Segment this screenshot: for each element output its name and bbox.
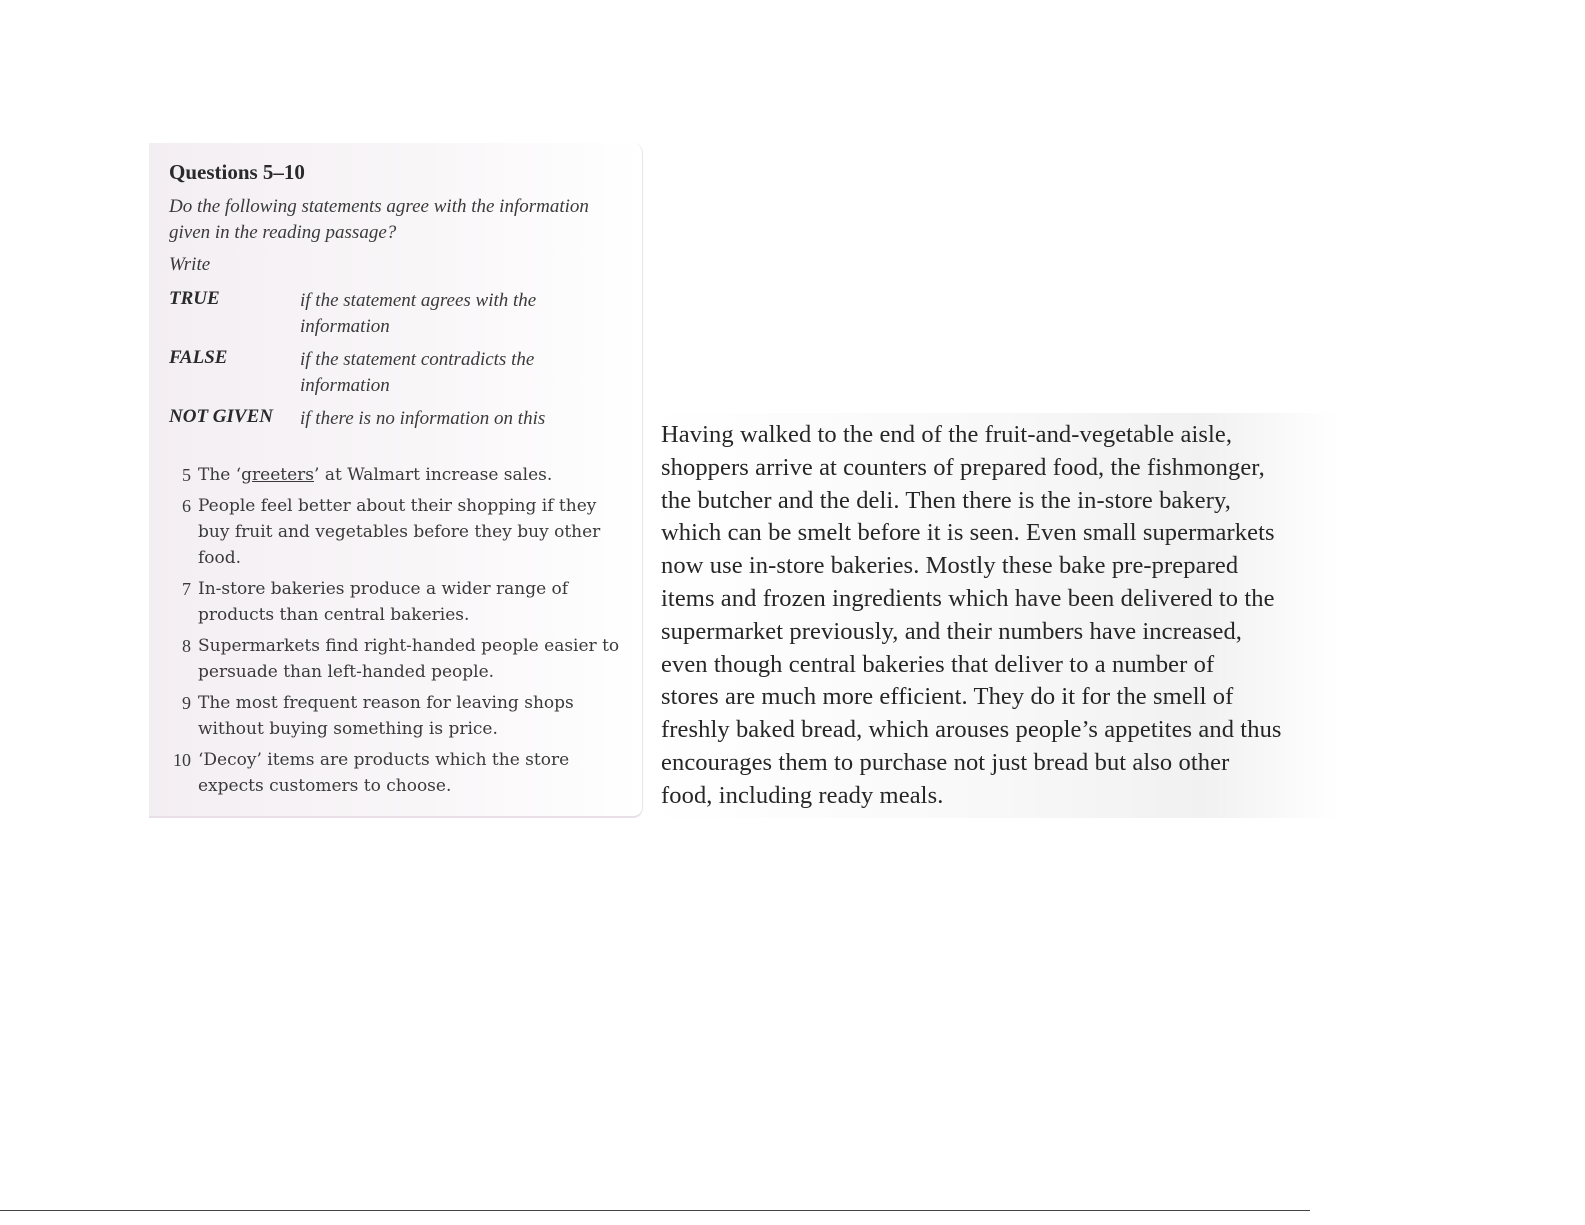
statement-list [169, 462, 629, 804]
passage-line: shoppers arrive at counters of prepared food, the fishmonger, [661, 453, 1265, 481]
passage-line: encourages them to purchase not just bread but also other [661, 748, 1230, 776]
reading-passage [650, 413, 1340, 818]
legend-key: TRUE [169, 288, 220, 309]
legend-desc: if the statement agrees with the information [300, 290, 537, 337]
statement-text: ‘Decoy’ items are products which the store expects customers to choose. [198, 750, 570, 796]
questions-instruction: Do the following statements agree with the information given in the reading passage? [169, 196, 589, 243]
statement-text: People feel better about their shopping if they buy fruit and vegetables before they buy other food. [198, 496, 601, 568]
passage-line: Having walked to the end of the fruit-and-vegetable aisle, [661, 421, 1233, 448]
legend-key: FALSE [169, 347, 228, 368]
passage-line: items and frozen ingredients which have been delivered to the [661, 584, 1275, 612]
passage-line: freshly baked bread, which arouses people’s appetites and thus [661, 716, 1282, 744]
questions-box [149, 143, 643, 818]
statement-number: 9 [182, 693, 191, 713]
statement-number: 10 [173, 750, 191, 770]
statement-text-pre: The ‘ [198, 465, 242, 485]
statement-item [169, 633, 629, 685]
statement-text-post: ’ at Walmart increase sales. [314, 465, 553, 485]
statement-number: 6 [182, 496, 191, 516]
bottom-rule [0, 1210, 1310, 1211]
statement-item [169, 493, 629, 571]
passage-line: which can be smelt before it is seen. Even small supermarkets [661, 519, 1275, 547]
statement-item [169, 690, 629, 742]
statement-underlined-term: greeters [241, 465, 315, 485]
questions-title: Questions 5–10 [169, 160, 305, 184]
statement-item [169, 576, 629, 628]
passage-line: stores are much more efficient. They do it for the smell of [661, 683, 1234, 711]
passage-line: food, including ready meals. [661, 781, 944, 809]
passage-line: even though central bakeries that deliver to a number of [661, 650, 1215, 678]
passage-line: now use in-store bakeries. Mostly these bake pre-prepared [661, 552, 1239, 580]
statement-number: 8 [182, 636, 191, 656]
passage-line: supermarket previously, and their numbers have increased, [661, 617, 1243, 645]
passage-line: the butcher and the deli. Then there is the in-store bakery, [661, 486, 1231, 514]
statement-text: In-store bakeries produce a wider range of products than central bakeries. [198, 579, 569, 625]
statement-item [169, 462, 629, 488]
legend-desc: if the statement contradicts the information [300, 349, 535, 396]
legend-desc: if there is no information on this [300, 408, 546, 429]
statement-text: The most frequent reason for leaving shops without buying something is price. [198, 693, 574, 739]
statement-number: 5 [182, 465, 191, 485]
statement-item [169, 747, 629, 799]
statement-text: Supermarkets find right-handed people easier to persuade than left-handed people. [198, 636, 620, 682]
statement-number: 7 [182, 579, 191, 599]
legend-key: NOT GIVEN [169, 406, 273, 427]
write-label: Write [169, 254, 211, 275]
